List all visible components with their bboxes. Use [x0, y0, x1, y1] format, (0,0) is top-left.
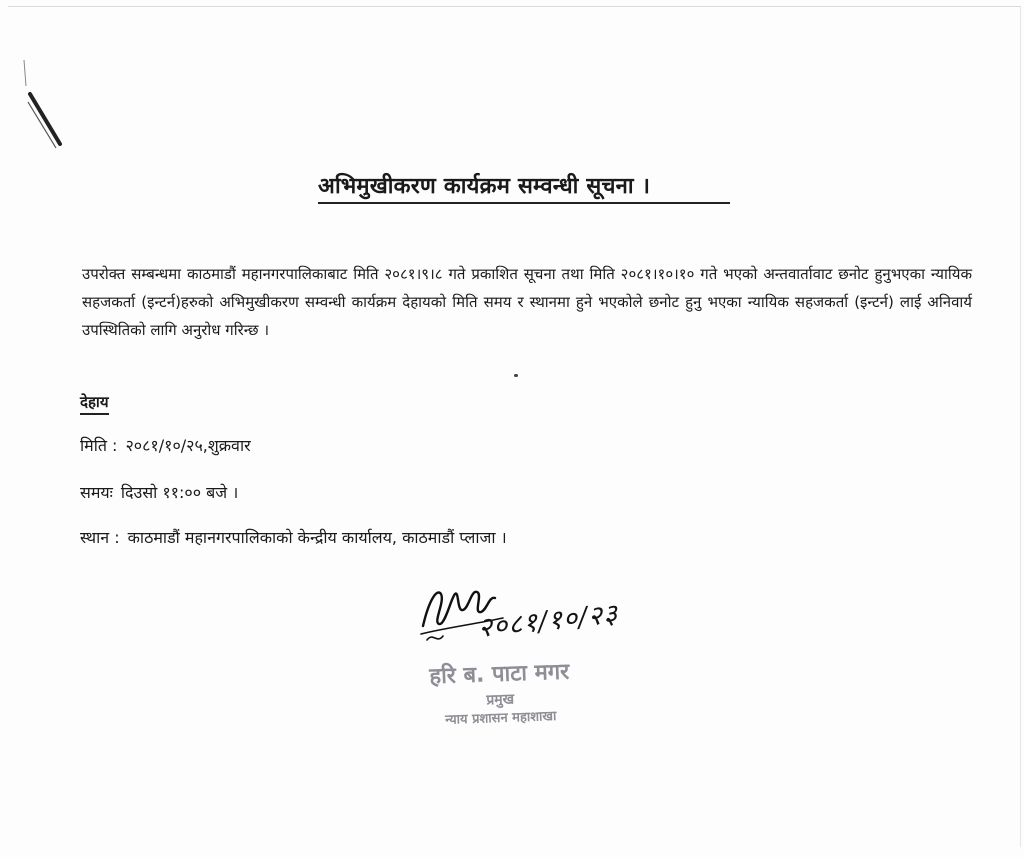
- date-label: मिति :: [80, 436, 118, 455]
- place-line: [80, 526, 507, 548]
- notice-body: उपरोक्त सम्बन्धमा काठमाडौं महानगरपालिकाबाट मिति २०८१।९।८ गते प्रकाशित सूचना तथा मिति २०८१।१०।१० गते भएको अन्तवार्तावाट छनोट हुनुभएका न्यायिक सहजकर्ता (इन्टर्न)हरुको अभिमुखीकरण सम्वन्धी कार्यक्रम देहायको मिति समय र स्थानमा हुने भएकोले छनोट हुनु भएका न्यायिक सहजकर्ता (इन्टर्न) लाई अनिवार्य उपस्थितिको लागि अनुरोध गरिन्छ ।: [82, 265, 972, 339]
- stamp-post: प्रमुख: [486, 691, 515, 709]
- time-line: [80, 481, 238, 503]
- stamp-office: न्याय प्रशासन महाशाखा: [445, 709, 557, 728]
- ink-dot: [514, 374, 518, 377]
- time-value: दिउसो ११:०० बजे ।: [120, 483, 239, 502]
- time-label: समयः: [80, 483, 113, 502]
- pen-scratch-mark: [22, 58, 82, 158]
- place-value: काठमाडौं महानगरपालिकाको केन्द्रीय कार्यालय, काठमाडौं प्लाजा ।: [127, 528, 507, 547]
- title-underline: [318, 202, 730, 204]
- date-value: २०८१/१०/२५,शुक्रवार: [125, 436, 251, 455]
- date-line: [80, 434, 251, 456]
- place-label: स्थान :: [80, 528, 120, 547]
- official-stamp: [399, 657, 601, 732]
- signature-date: २०८१/१०/२३: [476, 598, 620, 645]
- stamp-name: हरि ब. पाटा मगर: [429, 659, 570, 690]
- details-heading: देहाय: [80, 392, 109, 415]
- notice-title: अभिमुखीकरण कार्यक्रम सम्वन्धी सूचना ।: [318, 174, 651, 199]
